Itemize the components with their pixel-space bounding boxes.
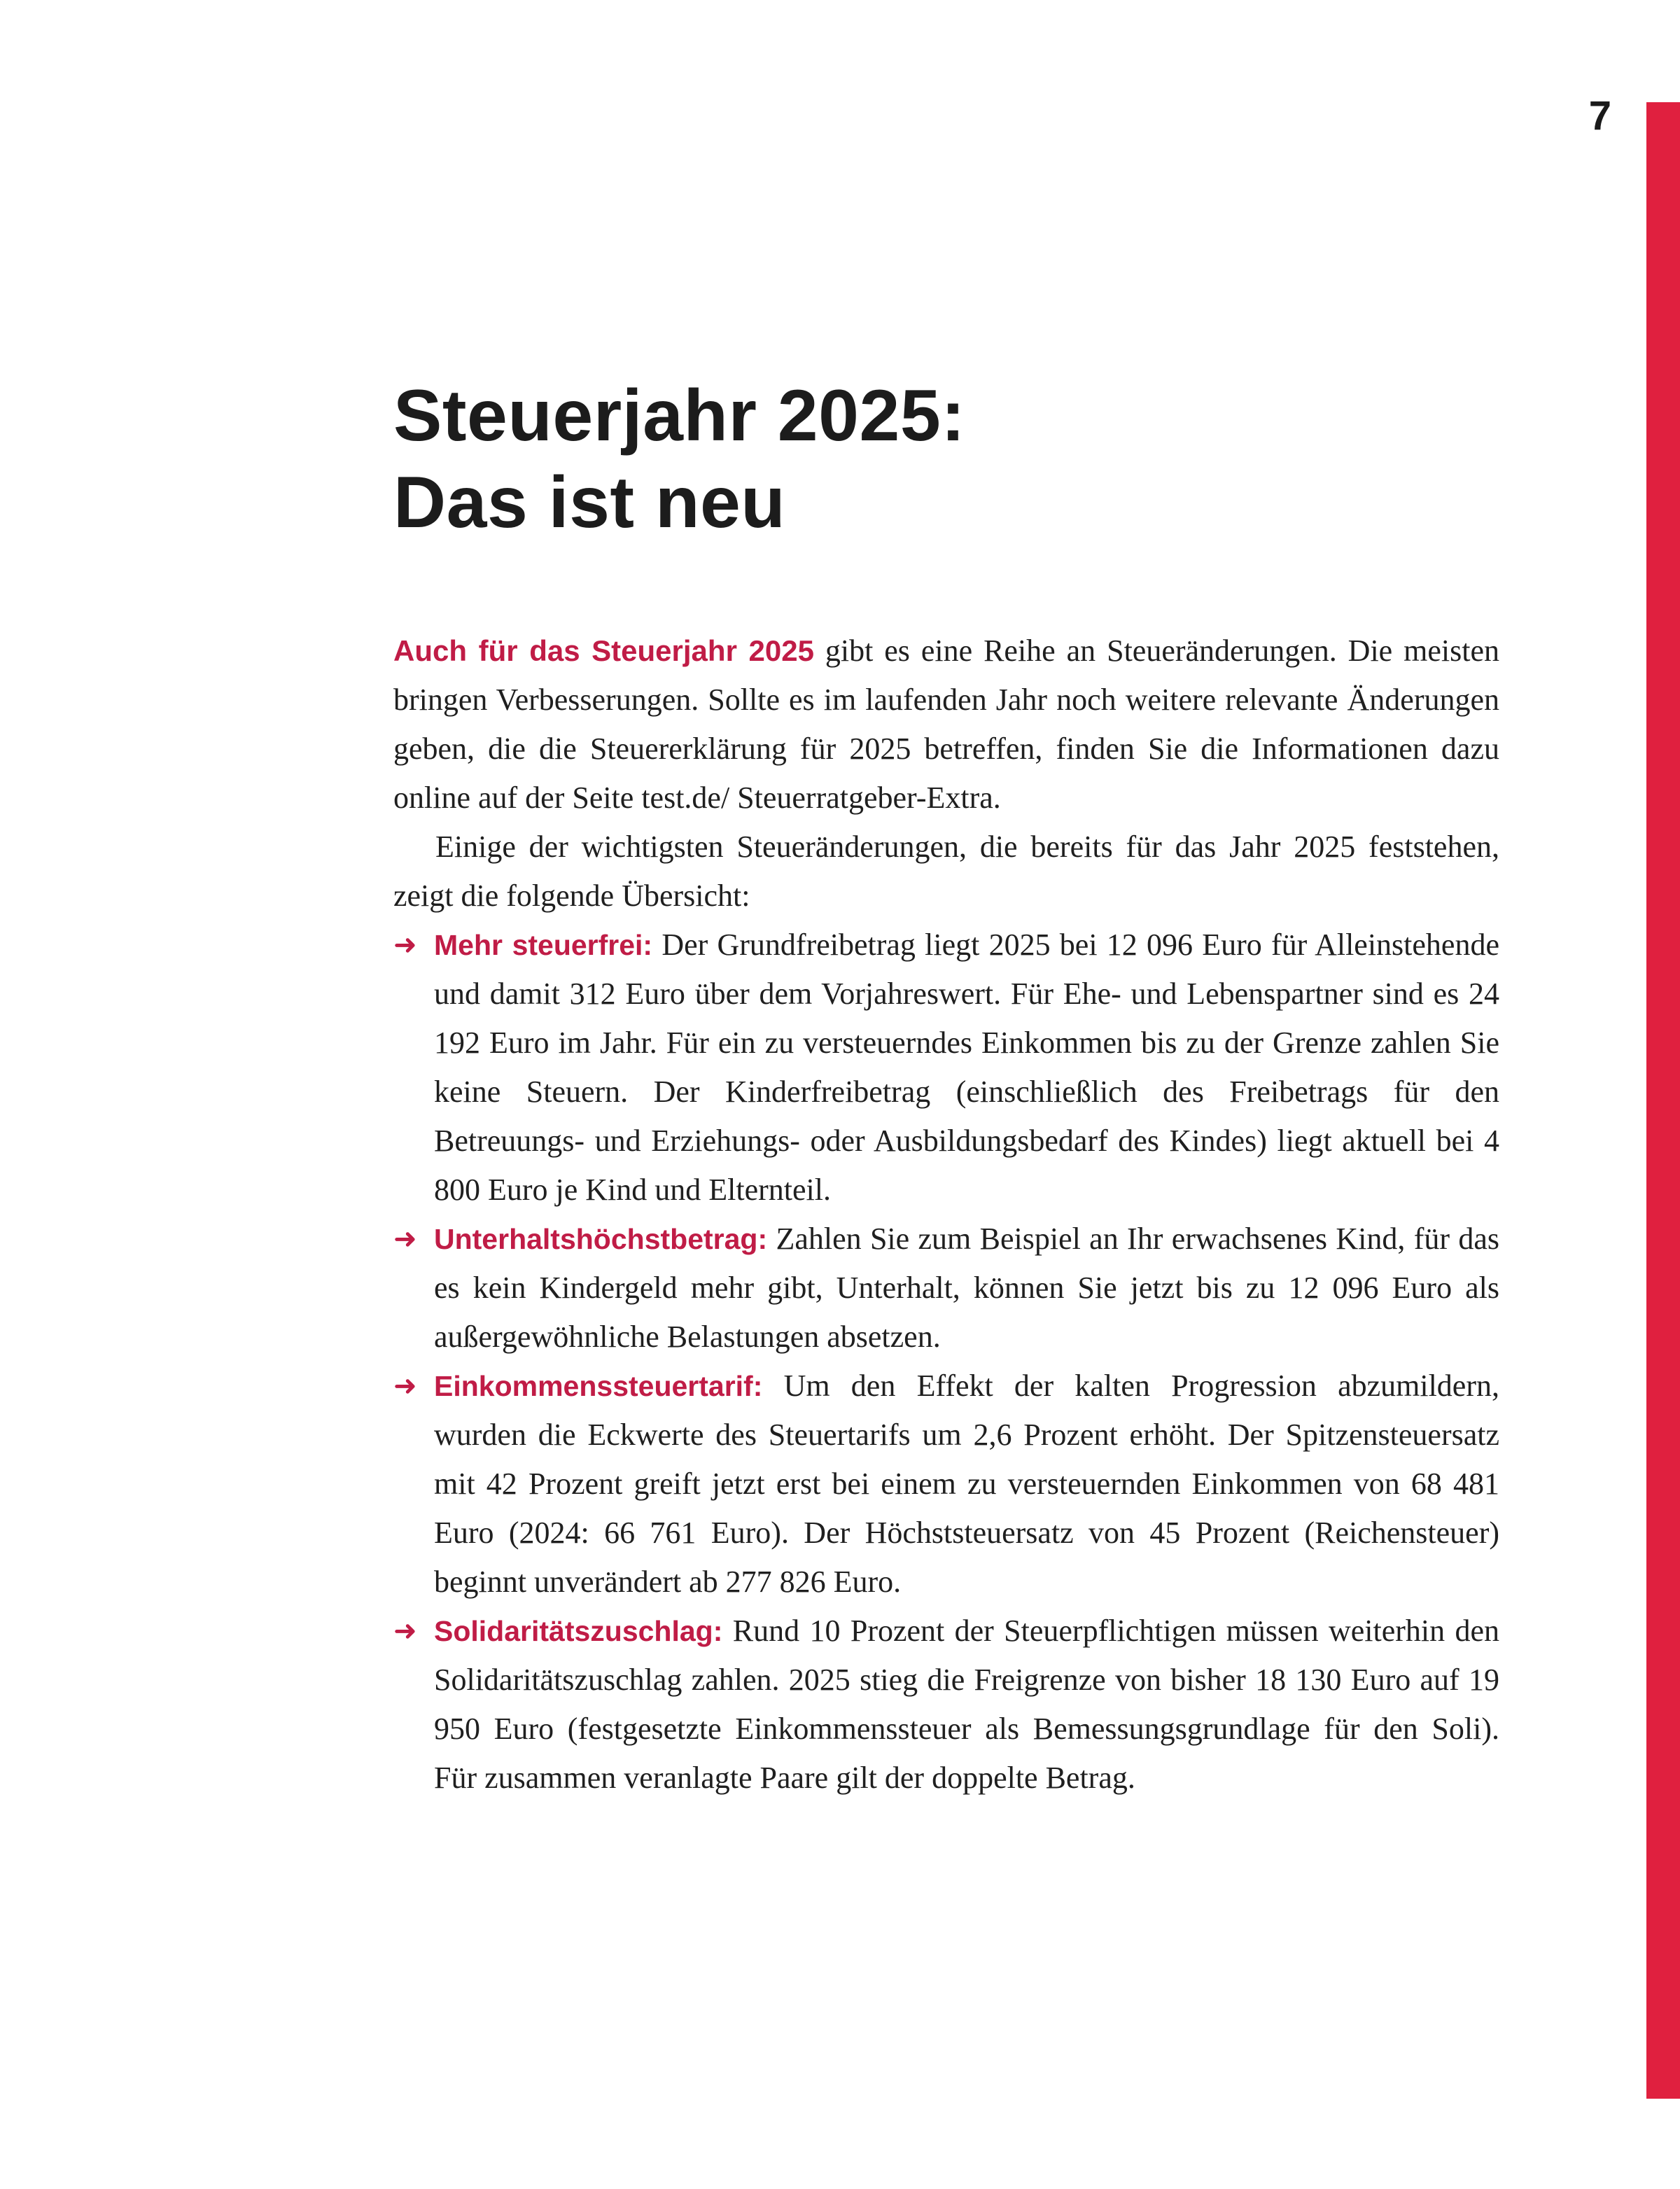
intro-text: gibt es eine Reihe an Steueränderungen. Die meisten bringen Verbesserungen. Sollte es im laufenden Jahr noch weitere relevante Änderungen geben, die die Steuererklärung für 2025 betreffen, finden Sie die Informationen dazu online auf der Seite test.de/ Steuerratgeber-Extra. xyxy=(393,634,1499,815)
main-content xyxy=(393,627,1499,1803)
title-line-1: Steuerjahr 2025: xyxy=(393,375,966,456)
list-item-term: Unterhaltshöchstbetrag: xyxy=(434,1223,768,1255)
intro-lead: Auch für das Steuerjahr 2025 xyxy=(393,634,814,667)
page-number: 7 xyxy=(1588,93,1611,139)
arrow-right-icon: ➜ xyxy=(393,1370,417,1402)
intro-paragraph xyxy=(393,627,1499,823)
list-item xyxy=(393,1362,1499,1607)
list-item-term: Mehr steuerfrei: xyxy=(434,929,653,961)
arrow-right-icon: ➜ xyxy=(393,929,417,961)
list-item-text: Der Grundfreibetrag liegt 2025 bei 12 096 Euro für Alleinstehende und damit 312 Euro über dem Vorjahreswert. Für Ehe- und Lebenspartner sind es 24 192 Euro im Jahr. Für ein zu versteuerndes Einkommen bis zu der Grenze zahlen Sie keine Steuern. Der Kinderfreibetrag (einschließlich des Freibetrags für den Betreuungs- und Erziehungs- oder Ausbildungsbedarf des Kindes) liegt aktuell bei 4 800 Euro je Kind und Elternteil. xyxy=(434,928,1499,1207)
list-item-term: Solidaritätszuschlag: xyxy=(434,1615,723,1647)
list-item-text: Um den Effekt der kalten Progression abzumildern, wurden die Eckwerte des Steuertarifs um 2,6 Prozent erhöht. Der Spitzensteuersatz mit 42 Prozent greift jetzt erst bei einem zu versteuernden Einkommen von 68 481 Euro (2024: 66 761 Euro). Der Höchststeuersatz von 45 Prozent (Reichensteuer) beginnt unverändert ab 277 826 Euro. xyxy=(434,1369,1499,1599)
list-item xyxy=(393,1215,1499,1362)
arrow-right-icon: ➜ xyxy=(393,1615,417,1647)
title-line-2: Das ist neu xyxy=(393,462,786,543)
summary-paragraph: Einige der wichtigsten Steueränderungen, die bereits für das Jahr 2025 feststehen, zeigt die folgende Übersicht: xyxy=(393,830,1499,913)
list-item-text: Rund 10 Prozent der Steuerpflichtigen müssen weiterhin den Solidaritätszuschlag zahlen. 2025 stieg die Freigrenze von bisher 18 130 Euro auf 19 950 Euro (festgesetzte Einkommenssteuer als Bemessungsgrundlage für den Soli). Für zusammen veranlagte Paare gilt der doppelte Betrag. xyxy=(434,1614,1499,1795)
page-title xyxy=(393,372,1513,546)
list-item xyxy=(393,921,1499,1215)
arrow-right-icon: ➜ xyxy=(393,1223,417,1255)
accent-side-bar xyxy=(1646,102,1680,2099)
list-item xyxy=(393,1607,1499,1803)
list-item-term: Einkommenssteuertarif: xyxy=(434,1370,763,1402)
list-item-text: Zahlen Sie zum Beispiel an Ihr erwachsenes Kind, für das es kein Kindergeld mehr gibt, Unterhalt, können Sie jetzt bis zu 12 096 Euro als außergewöhnliche Belastungen absetzen. xyxy=(434,1222,1499,1354)
changes-list xyxy=(393,921,1499,1803)
